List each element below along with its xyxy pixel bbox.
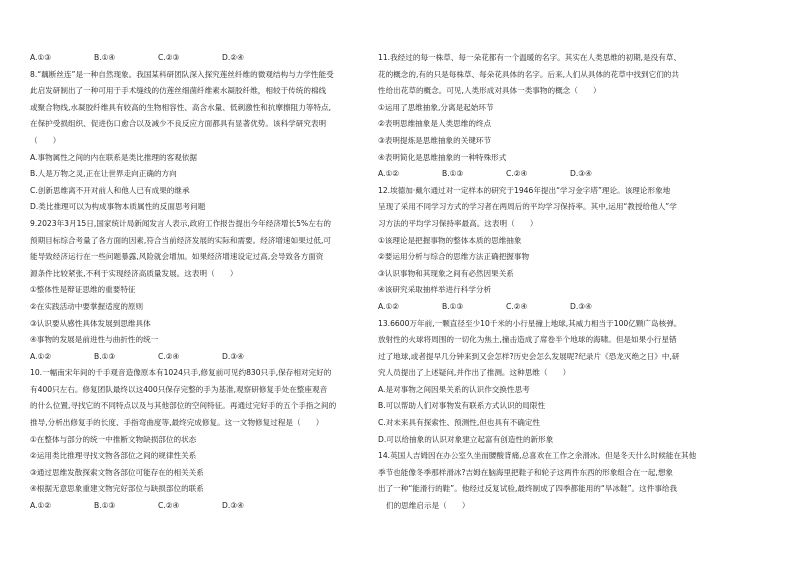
text-line: 季节也能像冬季那样滑冰?吉姆在脑海里把鞋子和轮子这两件东西的形象组合在一起,想象 xyxy=(378,467,674,477)
text-line: C.对未来具有探索性、预测性,但也具有不确定性 xyxy=(378,418,541,428)
text-line: 11.我经过的每一株草、每一朵花都有一个温暖的名字。其实在人类思维的初期,是没有草、 xyxy=(378,53,682,62)
text-line: 呈现了采用不同学习方式的学习者在两周后的平均学习保持率。其中,运用“教授给他人”学 xyxy=(378,202,677,212)
text-line: 9.2023年3月15日,国家统计局新闻发言人表示,政府工作报告提出今年经济增长5%左右的 xyxy=(30,218,331,228)
text-line: C.创新思维离不开对前人和他人已有成果的继承 xyxy=(30,185,190,195)
answer-option: D.③④ xyxy=(222,501,244,511)
text-line: 究人员提出了上述疑问,并作出了推测。这种思维（ ） xyxy=(378,368,571,378)
text-line: ①运用了思维抽象,分离是起始环节 xyxy=(378,102,494,112)
answer-option: C.②④ xyxy=(506,169,528,179)
text-line: 在保护受损组织、促进伤口愈合以及减少不良反应方面都具有显著优势。该科学研究表明 xyxy=(30,119,327,129)
text-line: ④该研究采取抽样举进行科学分析 xyxy=(378,285,492,295)
text-line: 此启发研制出了一种可用于手术缝线的仿莲丝细菌纤维素水凝胶纤维，相较于传统的棉线 xyxy=(30,86,327,96)
text-line: 或聚合物线,水凝胶纤维具有较高的生物相容性、高含水量、低刺激性和抗摩擦阻力等特点, xyxy=(30,102,331,112)
text-line: 习方法的平均学习保持率最高。这表明（ ） xyxy=(378,218,538,228)
text-line: ①整体性是辩证思维的重要特征 xyxy=(30,285,136,295)
text-line: ③认识要从感性具体发展到思维具体 xyxy=(30,318,151,328)
answer-option: A.①② xyxy=(30,351,52,361)
answer-option: A.①② xyxy=(378,169,400,179)
text-line: B.人是万物之灵,正在让世界走向正确的方向 xyxy=(30,169,177,179)
text-line: 有400只左右。修复团队最终以这400只保存完整的手为基准,观察研修复手处在整座观音 xyxy=(30,384,328,394)
text-line: 13.6600万年前,一颗直径至少10千米的小行星撞上地球,其威力相当于100亿颗广岛核弹。 xyxy=(378,318,682,328)
right-column xyxy=(378,50,726,515)
text-line: 们的思维启示是（ ） xyxy=(386,501,470,511)
answer-option: A.①② xyxy=(378,301,400,311)
text-line: ④事物的发展是前进性与曲折性的统一 xyxy=(30,335,159,345)
answer-option: C.②④ xyxy=(158,501,180,511)
text-line: 放射性的火球将周围的一切化为焦土,撞击造成了席卷半个地球的海啸。但是如果小行星错 xyxy=(378,335,677,345)
answer-option: C.②③ xyxy=(158,53,180,62)
answer-options xyxy=(30,498,378,515)
text-line: ④根据无意思象重建文物完好部位与缺损部位的联系 xyxy=(30,484,204,494)
text-line: ②要运用分析与综合的思维方法正确把握事物 xyxy=(378,252,530,262)
answer-option: D.②④ xyxy=(222,53,244,62)
text-line: 10.一幅南宋年间的千手观音造像原本有1024只手,修复前可见约830只手,保存相对完好的 xyxy=(30,368,332,378)
text-line: 能导致经济运行在一些问题暴露,风险就会增加。如果经济增速设定过高,会导致各方面资 xyxy=(30,252,324,262)
text-line: 预期目标综合考量了各方面的因素,符合当前经济发展的实际和需要。经济增速如果过低,可 xyxy=(30,235,331,245)
text-line: A.事物属性之间的内在联系是类比推理的客观依据 xyxy=(30,152,197,162)
text-line: 的什么位置,寻找它的不同特点以及与其他部位的空间特征。再通过完好手的五个手指之间的 xyxy=(30,401,337,411)
text-line: ③通过思维发散探索文物各部位可能存在的相关关系 xyxy=(30,467,204,477)
text-line: ②表明思维抽象是人类思维的终点 xyxy=(378,119,492,129)
answer-option: A.①② xyxy=(30,501,52,511)
answer-option: B.①③ xyxy=(94,351,116,361)
text-line: ②在实践活动中要掌握适度的原则 xyxy=(30,301,144,311)
text-line: 过了地球,或者提早几分钟来到又会怎样?历史会怎么发展呢?纪录片《恐龙灭绝之日》中,研 xyxy=(378,351,680,361)
answer-option: A.①③ xyxy=(30,53,52,62)
text-line: 源条件比较紧张,不利于实现经济高质量发展。这表明（ ） xyxy=(30,268,238,278)
text-line: ①在整体与部分的统一中推断文物缺损部位的状态 xyxy=(30,434,197,444)
answer-options xyxy=(30,50,378,67)
text-line: B.可以帮助人们对事物发有联系方式认识的局限性 xyxy=(378,401,546,411)
answer-option: D.③④ xyxy=(222,351,244,361)
text-line: 8.“藕断丝连”是一种自然现象。我国某科研团队深入探究莲丝纤维的微观结构与力学性能受 xyxy=(30,69,334,79)
answer-option: B.①④ xyxy=(94,53,116,62)
answer-option: C.②④ xyxy=(158,351,180,361)
text-line: A.是对事物之间因果关系的认识作交换性思考 xyxy=(378,384,530,394)
answer-options xyxy=(30,349,378,366)
text-line: 花的概念的,有的只是每株草、每朵花具体的名字。后来,人们从具体的花草中找到它们的共 xyxy=(378,69,679,79)
answer-options xyxy=(378,166,726,183)
answer-option: B.①③ xyxy=(442,169,464,179)
text-line: 推导,分析出修复手的长度、手指弯曲度等,最终完成修复。这一文物修复过程是（ ） xyxy=(30,418,324,428)
answer-option: C.②④ xyxy=(506,301,528,311)
answer-option: D.③④ xyxy=(570,301,592,311)
text-line: 出了一种“能滑行的鞋”。他经过反复试验,最终制成了四季都能用的“旱冰鞋”。这件事给我 xyxy=(378,484,678,494)
left-column xyxy=(30,50,378,515)
text-line: ①该理论是把握事物的整体本质的思维抽象 xyxy=(378,235,522,245)
answer-options xyxy=(378,299,726,316)
text-line: ④表明简化是思维抽象的一种特殊形式 xyxy=(378,152,507,162)
text-line: （ ） xyxy=(30,135,61,145)
answer-option: D.③④ xyxy=(570,169,592,179)
text-line: 14.英国人吉姆因在办公室久坐而腰酸背痛,总喜欢在工作之余滑冰。但是冬天什么时候能在其他 xyxy=(378,451,697,461)
text-line: D.类比推理可以为构成事物本质属性的反面思考问题 xyxy=(30,202,206,212)
text-line: ③认识事物和其现象之间有必然因果关系 xyxy=(378,268,514,278)
text-line: 12.埃德加·戴尔通过对一定样本的研究于1946年提出“学习金字塔”理论。该理论形象地 xyxy=(378,185,671,195)
text-line: D.可以给抽象的认识对象建立起富有创造性的新形象 xyxy=(378,434,554,444)
text-line: ③表明提炼是思维抽象的关键环节 xyxy=(378,135,492,145)
answer-option: B.①③ xyxy=(442,301,464,311)
text-line: 性给出花草的概念。可见,人类形成对具体一类事物的概念（ ） xyxy=(378,86,601,96)
answer-option: B.①③ xyxy=(94,501,116,511)
text-line: ②运用类比推理寻找文物各部位之间的规律性关系 xyxy=(30,451,197,461)
